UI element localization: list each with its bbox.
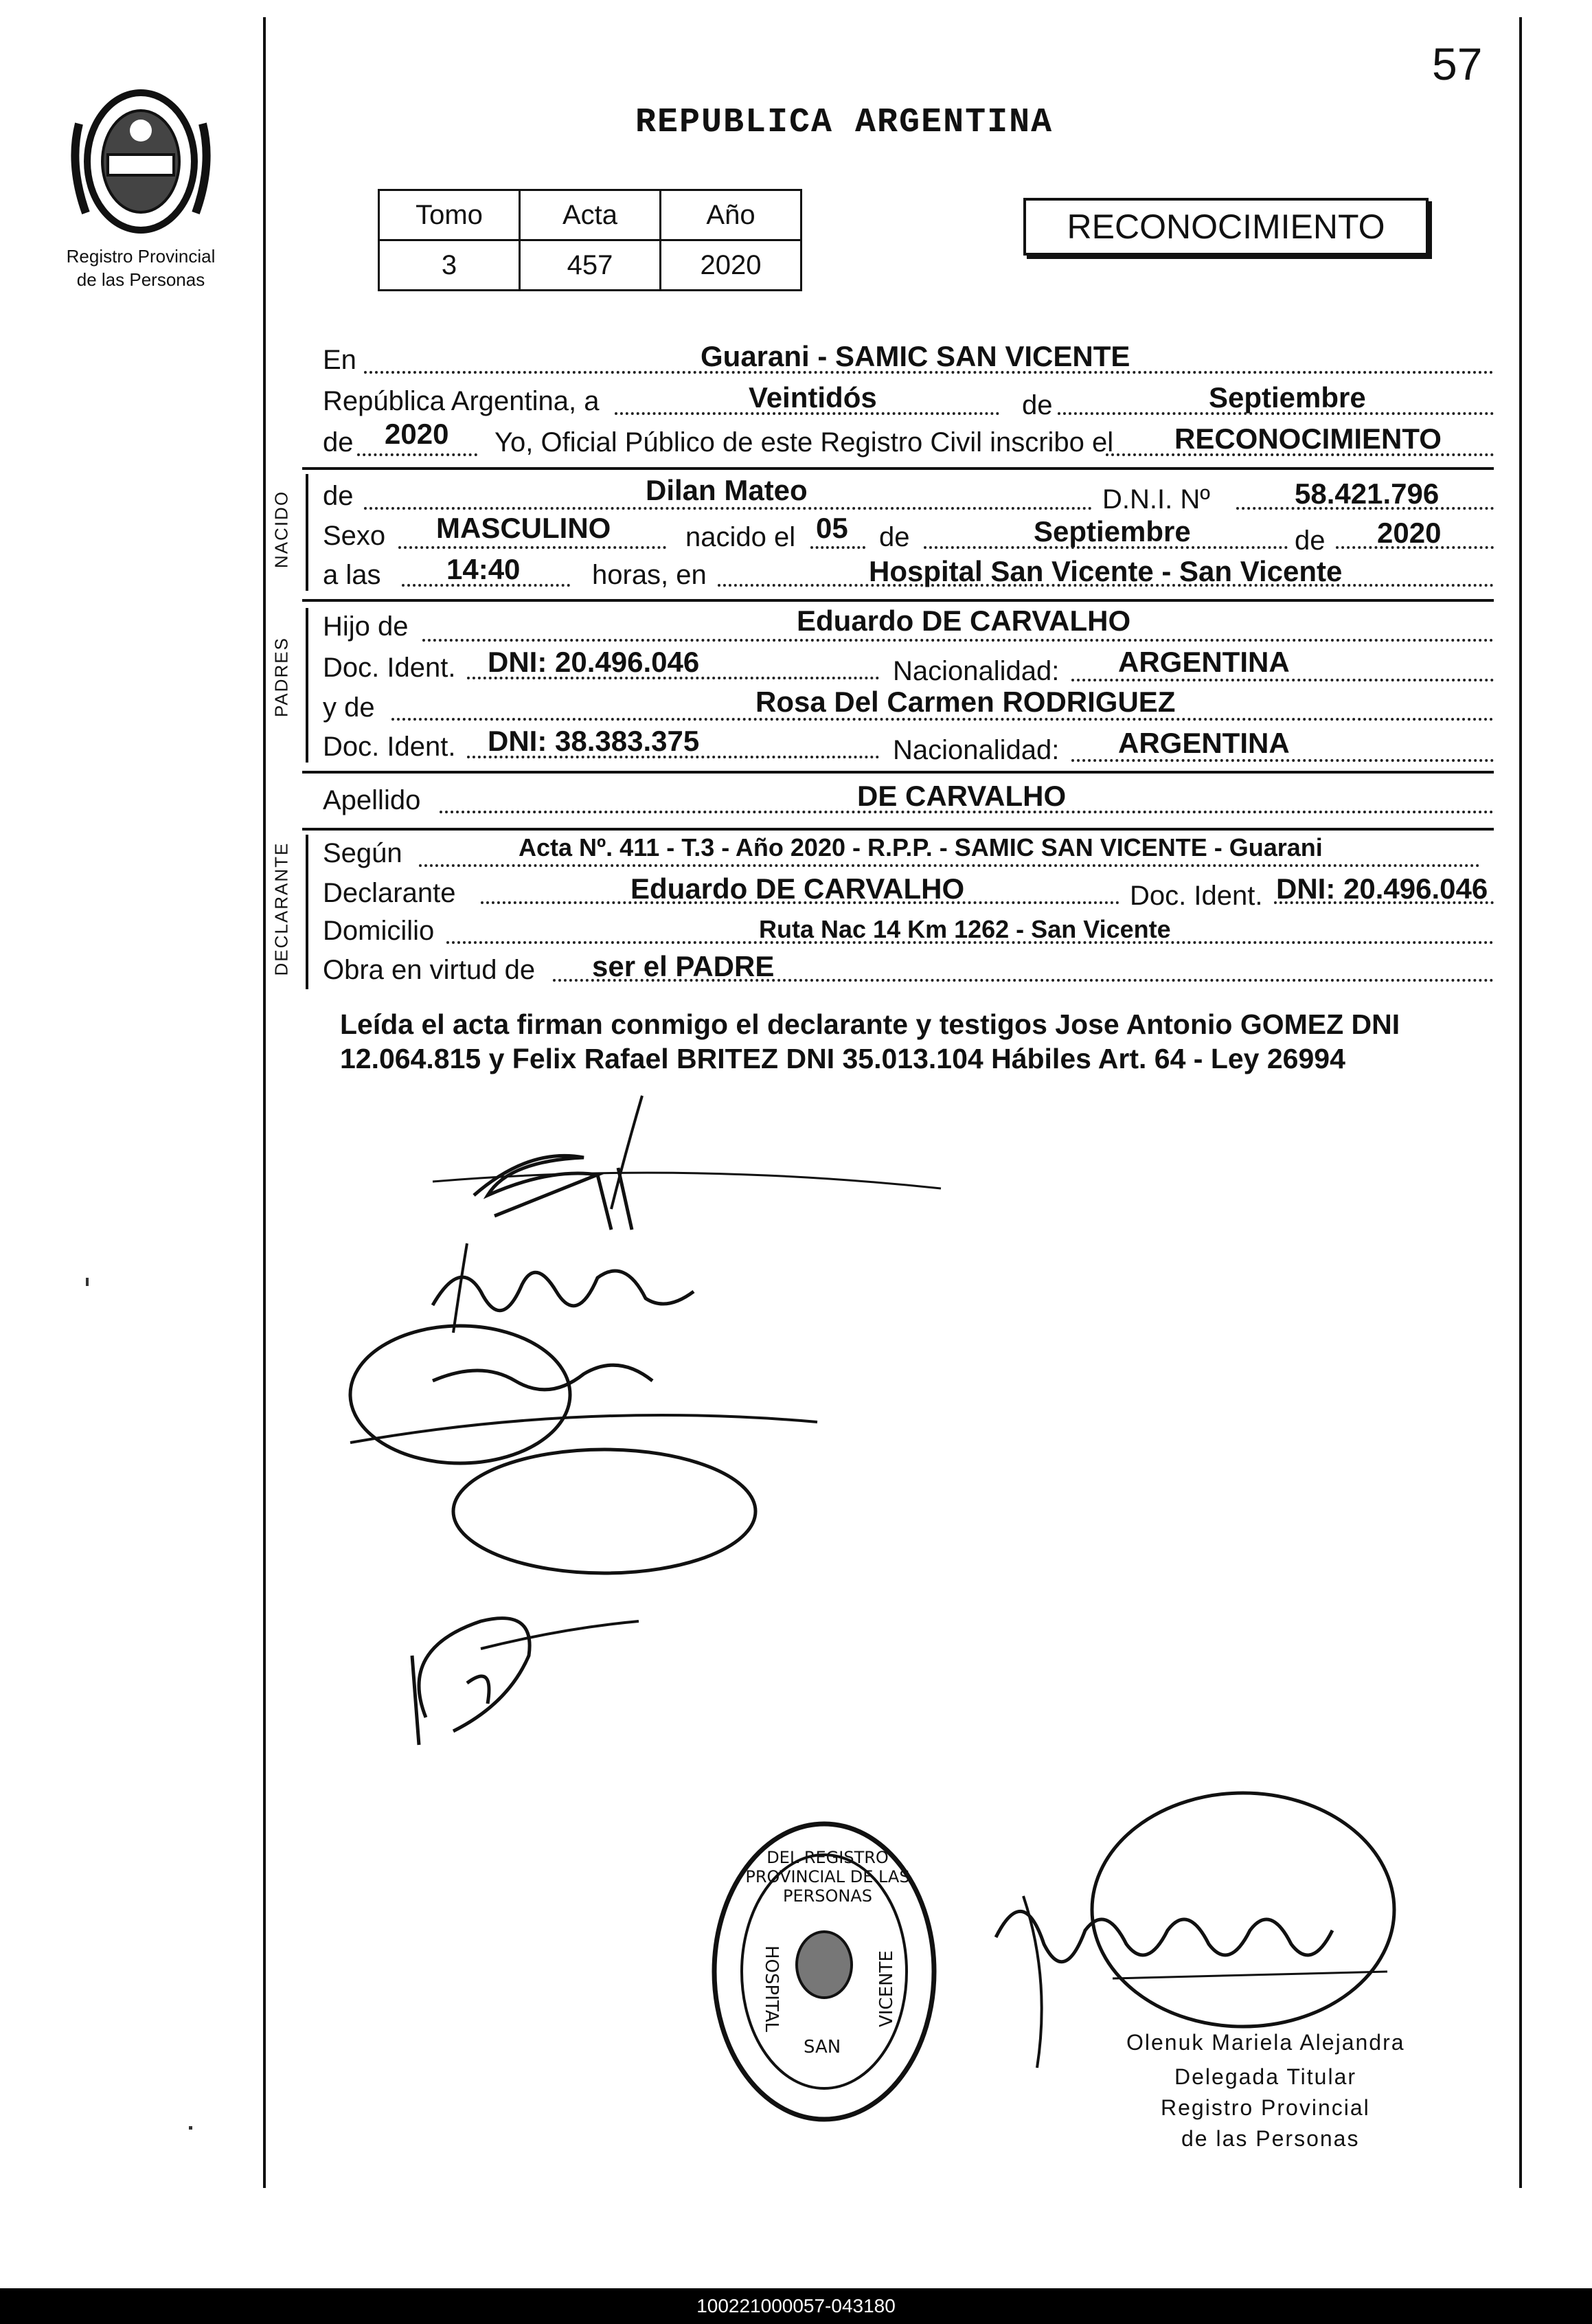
acta-value: 457 xyxy=(520,240,661,291)
year-dots xyxy=(357,453,477,456)
declarante-doc-dots xyxy=(1274,901,1494,904)
intro-inscribo: RECONOCIMIENTO xyxy=(1174,422,1442,455)
mother-doc-label: Doc. Ident. xyxy=(323,732,456,762)
official-name: Olenuk Mariela Alejandra xyxy=(1126,2030,1405,2055)
officer-text: Yo, Oficial Público de este Registro Civil inscribo el xyxy=(494,427,1114,458)
stamp-inner-bottom: SAN xyxy=(804,2037,841,2057)
dni-label: D.N.I. Nº xyxy=(1102,484,1210,515)
segun-value: Acta Nº. 411 - T.3 - Año 2020 - R.P.P. - SAMIC SAN VICENTE - Guarani xyxy=(519,833,1323,861)
declarante-doc-label: Doc. Ident. xyxy=(1130,881,1263,911)
mother-nat-label: Nacionalidad: xyxy=(893,735,1060,765)
alas-label: a las xyxy=(323,560,381,590)
mother-nat: ARGENTINA xyxy=(1118,727,1290,759)
birth-day: 05 xyxy=(816,512,848,544)
en-label: En xyxy=(323,345,356,375)
signature-witness-1 xyxy=(343,1319,824,1580)
declarante-side-label: DECLARANTE xyxy=(271,842,292,976)
intro-day: Veintidós xyxy=(749,381,877,414)
child-name: Dilan Mateo xyxy=(646,474,808,506)
sexo-label: Sexo xyxy=(323,521,386,551)
signature-declarante xyxy=(405,1092,955,1250)
birth-day-dots xyxy=(810,546,865,549)
father-doc: DNI: 20.496.046 xyxy=(488,646,700,678)
tomo-header: Tomo xyxy=(379,190,520,240)
nacido-bracket xyxy=(306,474,308,591)
child-sexo: MASCULINO xyxy=(436,512,611,544)
province-logo xyxy=(65,82,216,240)
ano-header: Año xyxy=(661,190,801,240)
rule-1 xyxy=(302,467,1494,470)
declarante-bracket xyxy=(306,835,308,989)
intro-de-label: de xyxy=(1022,390,1053,420)
declarante-doc: DNI: 20.496.046 xyxy=(1276,872,1488,905)
child-dni: 58.421.796 xyxy=(1295,477,1440,510)
domicilio-value: Ruta Nac 14 Km 1262 - San Vicente xyxy=(759,915,1171,943)
apellido-value: DE CARVALHO xyxy=(857,780,1067,812)
official-office-2: de las Personas xyxy=(1181,2126,1360,2151)
closing-line-2: 12.064.815 y Felix Rafael BRITEZ DNI 35.013.104 Hábiles Art. 64 - Ley 26994 xyxy=(340,1043,1345,1074)
father-nat-dots xyxy=(1071,679,1494,681)
birth-month: Septiembre xyxy=(1034,515,1191,548)
closing-line-1: Leída el acta firman conmigo el declarante y testigos Jose Antonio GOMEZ DNI xyxy=(340,1008,1400,1040)
logo-caption-2: de las Personas xyxy=(76,269,205,290)
stamp-inner-left: HOSPITAL xyxy=(761,1945,782,2033)
act-type-box: RECONOCIMIENTO xyxy=(1023,198,1429,256)
sexo-dots xyxy=(398,546,666,549)
intro-place: Guarani - SAMIC SAN VICENTE xyxy=(701,340,1130,372)
mother-doc: DNI: 38.383.375 xyxy=(488,725,700,757)
rule-2 xyxy=(302,599,1494,602)
stray-mark xyxy=(189,2126,192,2130)
tomo-value: 3 xyxy=(379,240,520,291)
nacido-side-label: NACIDO xyxy=(271,490,292,569)
rule-4 xyxy=(302,828,1494,831)
declarante-name: Eduardo DE CARVALHO xyxy=(630,872,965,905)
birth-place: Hospital San Vicente - San Vicente xyxy=(869,555,1343,587)
page-number: 57 xyxy=(1432,38,1483,89)
tomo-acta-ano-table xyxy=(378,189,802,291)
stamp-inner-right: VICENTE xyxy=(876,1950,897,2027)
padres-side-label: PADRES xyxy=(271,637,292,717)
intro-month: Septiembre xyxy=(1209,381,1366,414)
nacido-el-label: nacido el xyxy=(685,522,796,552)
nacido-de3-label: de xyxy=(1295,526,1326,556)
stamp-ring-text: DEL REGISTRO PROVINCIAL DE LAS PERSONAS xyxy=(745,1848,910,1906)
stray-mark xyxy=(86,1278,89,1286)
padres-bracket xyxy=(306,608,308,763)
birth-time: 14:40 xyxy=(446,553,521,585)
official-office-1: Registro Provincial xyxy=(1161,2095,1370,2120)
republica-label: República Argentina, a xyxy=(323,386,600,416)
rule-3 xyxy=(302,771,1494,774)
nacido-de2-label: de xyxy=(879,522,910,552)
hijo-label: Hijo de xyxy=(323,611,409,642)
footer-code-bar: 100221000057-043180 xyxy=(0,2288,1592,2324)
signature-witness-2 xyxy=(385,1580,646,1772)
acta-header: Acta xyxy=(520,190,661,240)
obra-label: Obra en virtud de xyxy=(323,955,536,985)
ano-value: 2020 xyxy=(661,240,801,291)
segun-dots xyxy=(419,864,1480,867)
birth-year: 2020 xyxy=(1377,517,1442,549)
country-title: REPUBLICA ARGENTINA xyxy=(635,103,1054,142)
right-margin-line xyxy=(1519,17,1522,2188)
horas-label: horas, en xyxy=(592,560,707,590)
father-name: Eduardo DE CARVALHO xyxy=(797,605,1131,637)
father-nat-label: Nacionalidad: xyxy=(893,656,1060,686)
left-margin-line xyxy=(263,17,266,2188)
domicilio-label: Domicilio xyxy=(323,916,435,946)
father-nat: ARGENTINA xyxy=(1118,646,1290,678)
logo-caption-1: Registro Provincial xyxy=(66,246,216,267)
obra-value: ser el PADRE xyxy=(592,950,775,982)
segun-label: Según xyxy=(323,838,402,868)
yde-label: y de xyxy=(323,692,375,723)
apellido-label: Apellido xyxy=(323,785,421,815)
nacido-de-label: de xyxy=(323,481,354,511)
father-dots xyxy=(422,639,1494,642)
official-title: Delegada Titular xyxy=(1174,2064,1357,2089)
declarante-label: Declarante xyxy=(323,878,456,908)
intro-year: 2020 xyxy=(385,418,449,450)
name-dots xyxy=(364,507,1092,510)
father-doc-label: Doc. Ident. xyxy=(323,653,456,683)
mother-name: Rosa Del Carmen RODRIGUEZ xyxy=(755,686,1176,718)
intro-de2-label: de xyxy=(323,427,354,458)
